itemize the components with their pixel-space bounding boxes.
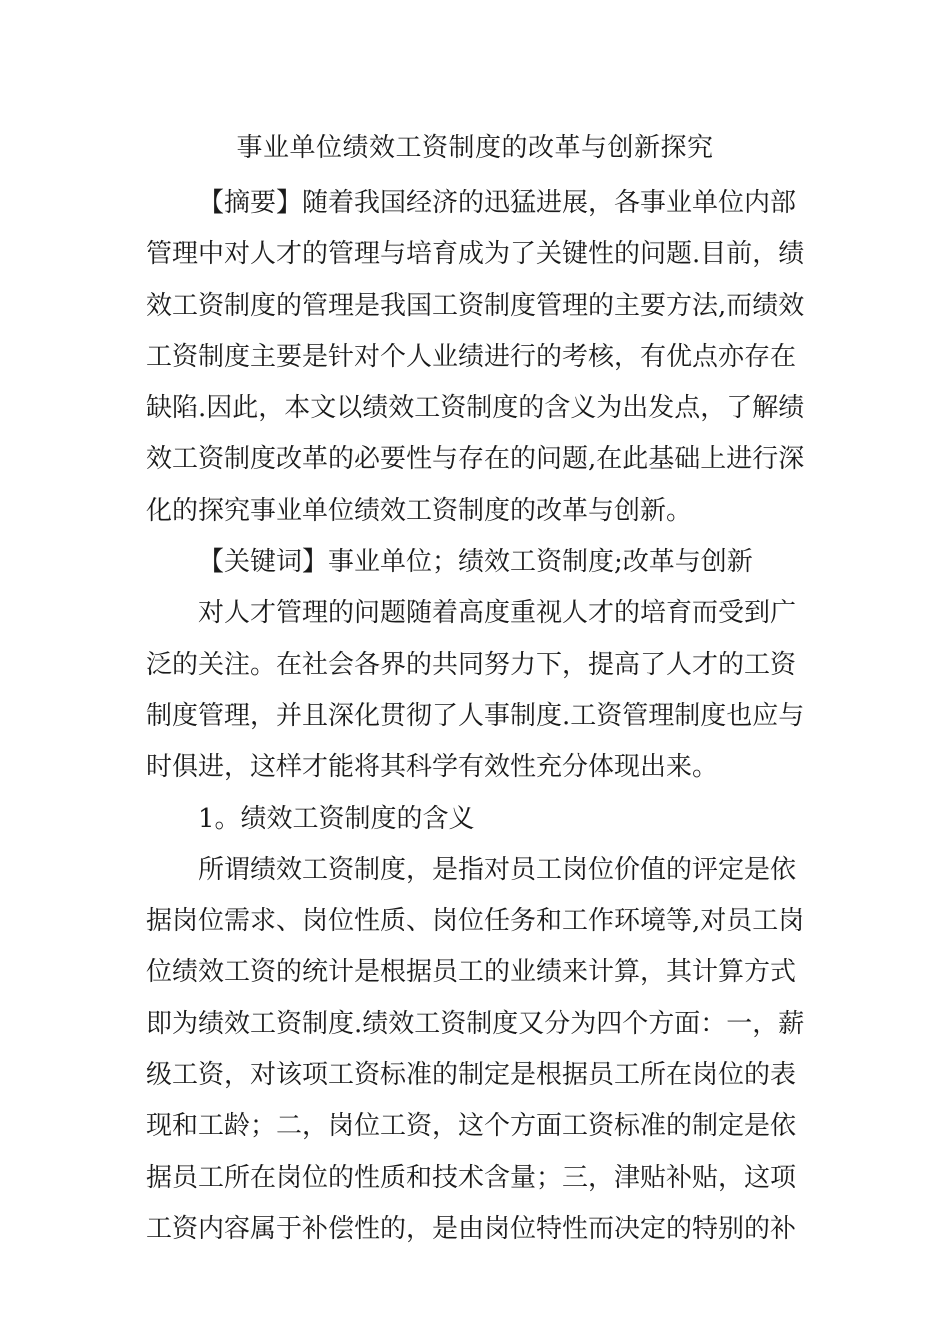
document-body xyxy=(146,178,806,1255)
abstract-line: 效工资制度的管理是我国工资制度管理的主要方法,而绩效 xyxy=(146,290,805,321)
abstract-line: 效工资制度改革的必要性与存在的问题,在此基础上进行深 xyxy=(146,444,805,475)
paragraph-line: 泛的关注。在社会各界的共同努力下，提高了人才的工资 xyxy=(146,649,797,680)
paragraph-line: 所谓绩效工资制度，是指对员工岗位价值的评定是依 xyxy=(198,854,797,885)
abstract-line: 缺陷.因此，本文以绩效工资制度的含义为出发点，了解绩 xyxy=(146,393,805,424)
paragraph-line: 现和工龄；二，岗位工资，这个方面工资标准的制定是依 xyxy=(146,1111,797,1142)
keywords-line: 【关键词】事业单位；绩效工资制度;改革与创新 xyxy=(198,547,753,578)
paragraph-line: 级工资，对该项工资标准的制定是根据员工所在岗位的表 xyxy=(146,1060,797,1091)
paragraph-line: 即为绩效工资制度.绩效工资制度又分为四个方面：一，薪 xyxy=(146,1008,805,1039)
abstract-line: 管理中对人才的管理与培育成为了关键性的问题.目前，绩 xyxy=(146,239,805,270)
abstract-line: 工资制度主要是针对个人业绩进行的考核，有优点亦存在 xyxy=(146,341,797,372)
paragraph-line: 据岗位需求、岗位性质、岗位任务和工作环境等,对员工岗 xyxy=(146,906,805,937)
paragraph-line: 制度管理，并且深化贯彻了人事制度.工资管理制度也应与 xyxy=(146,700,805,731)
paragraph-line: 工资内容属于补偿性的，是由岗位特性而决定的特别的补 xyxy=(146,1213,797,1244)
abstract-line: 【摘要】随着我国经济的迅猛进展，各事业单位内部 xyxy=(198,188,797,218)
paragraph-line: 据员工所在岗位的性质和技术含量；三，津贴补贴，这项 xyxy=(146,1162,797,1193)
paragraph-line: 对人才管理的问题随着高度重视人才的培育而受到广 xyxy=(198,598,797,629)
abstract-line: 化的探究事业单位绩效工资制度的改革与创新。 xyxy=(146,495,693,526)
paragraph-line: 时俱进，这样才能将其科学有效性充分体现出来。 xyxy=(146,752,719,783)
section-heading: 1。绩效工资制度的含义 xyxy=(198,803,475,834)
document-title: 事业单位绩效工资制度的改革与创新探究 xyxy=(236,133,714,163)
paragraph-line: 位绩效工资的统计是根据员工的业绩来计算，其计算方式 xyxy=(146,957,797,988)
